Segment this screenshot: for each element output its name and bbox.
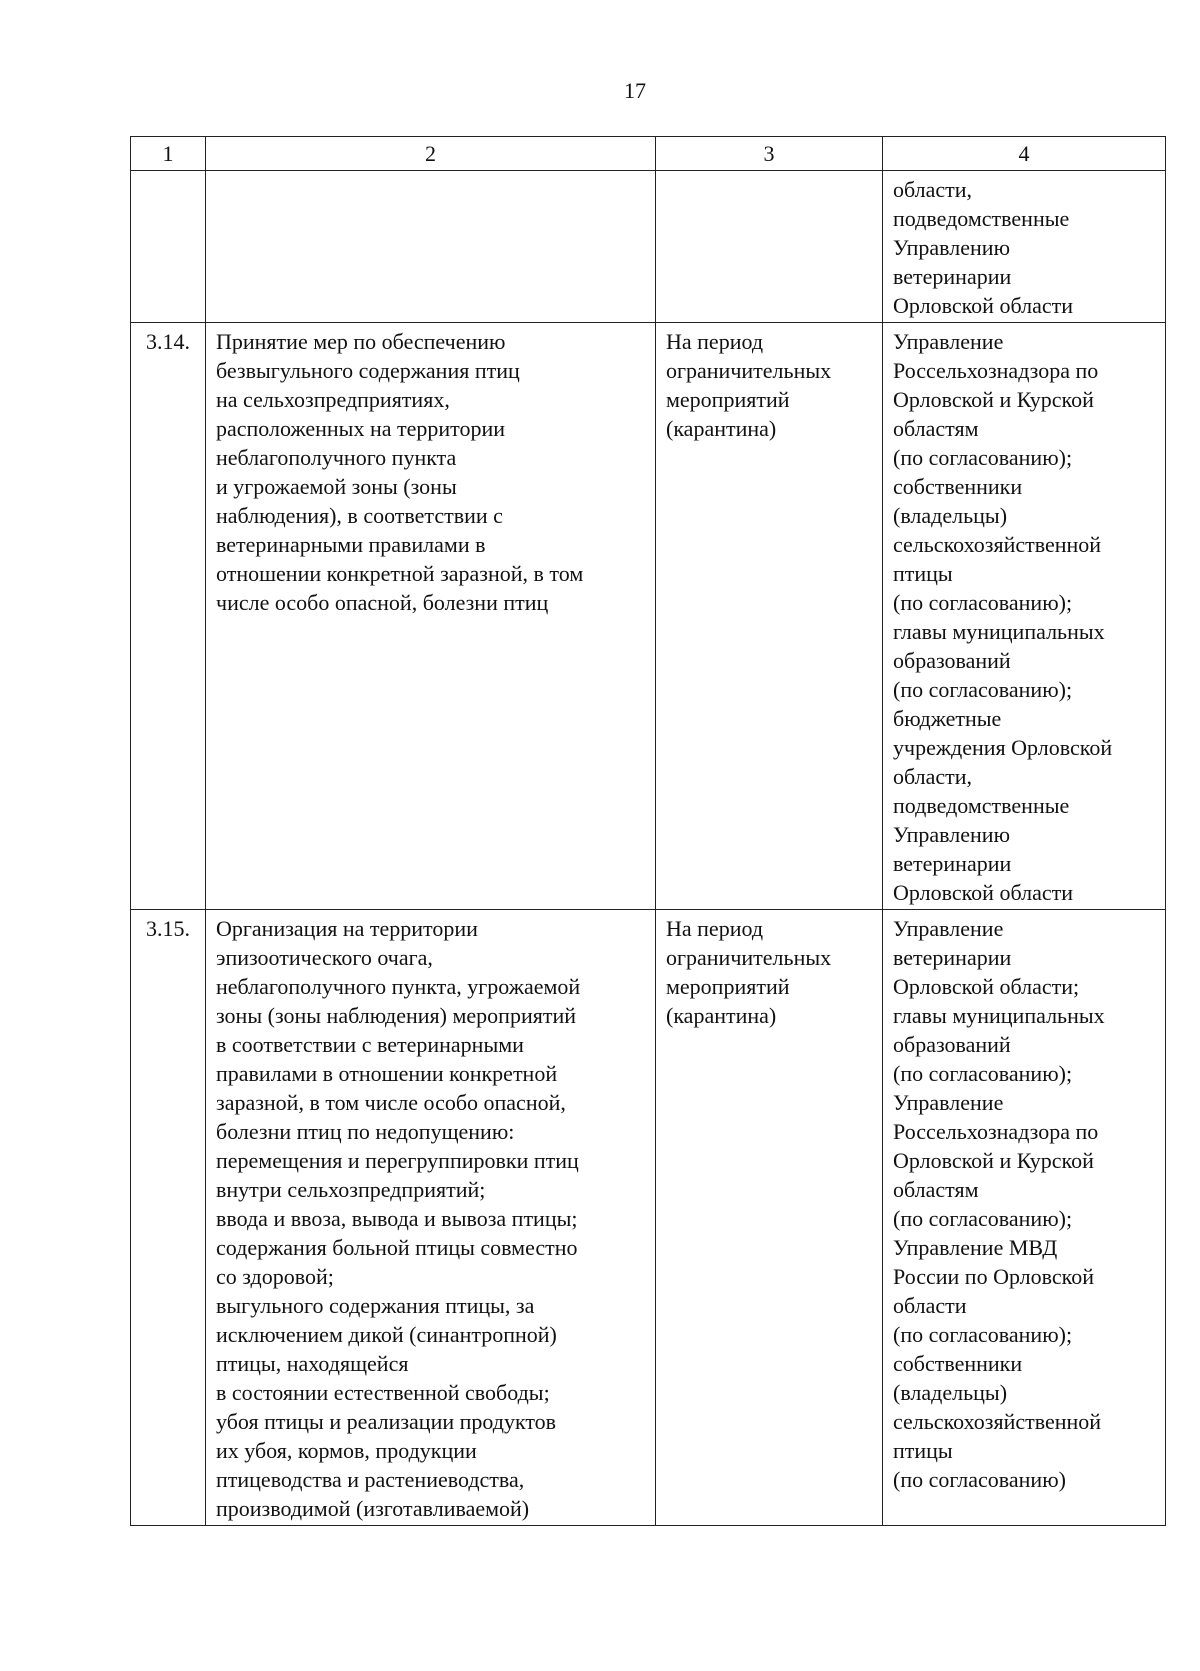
period-line: (карантина) <box>666 1003 777 1028</box>
measure-line: эпизоотического очага, <box>216 945 433 970</box>
executors-line: ветеринарии <box>893 851 1012 876</box>
period-line: На период <box>666 329 764 354</box>
page-number: 17 <box>624 78 646 103</box>
executors-line: Управление МВД <box>893 1235 1058 1260</box>
header-row <box>131 137 1166 171</box>
executors-line: Орловской и Курской <box>893 1148 1094 1173</box>
cell-period <box>656 171 883 323</box>
period-line: (карантина) <box>666 416 777 441</box>
measure-line: заразной, в том числе особо опасной, <box>216 1090 566 1115</box>
executors-line: (по согласованию); <box>893 1061 1073 1086</box>
executors-line: России по Орловской <box>893 1264 1095 1289</box>
measure-line: ввода и ввоза, вывода и вывоза птицы; <box>216 1206 578 1231</box>
measure-line: безвыгульного содержания птиц <box>216 358 520 383</box>
measure-line: со здоровой; <box>216 1264 334 1289</box>
executors-line: Управление <box>893 329 1004 354</box>
measure-line: правилами в отношении конкретной <box>216 1061 558 1086</box>
period-line: мероприятий <box>666 387 790 412</box>
table-row <box>131 171 1166 323</box>
row-number-cell <box>131 171 206 323</box>
executors-line: области <box>893 1293 967 1318</box>
cell-period <box>656 323 883 910</box>
cell-measure <box>206 910 656 1526</box>
measure-line: неблагополучного пункта, угрожаемой <box>216 974 581 999</box>
executors-line: (по согласованию); <box>893 590 1073 615</box>
executors-line: Управление <box>893 1090 1004 1115</box>
cell-executors <box>883 171 1166 323</box>
executors-line: Орловской области <box>893 293 1073 318</box>
executors-line: Россельхознадзора по <box>893 1119 1099 1144</box>
executors-line: (по согласованию); <box>893 677 1073 702</box>
measure-line: Принятие мер по обеспечению <box>216 329 506 354</box>
measure-line: в состоянии естественной свободы; <box>216 1380 550 1405</box>
measure-line: перемещения и перегруппировки птиц <box>216 1148 579 1173</box>
measure-line: ветеринарными правилами в <box>216 532 486 557</box>
measure-line: наблюдения), в соответствии с <box>216 503 503 528</box>
table-row <box>131 323 1166 910</box>
measure-line: в соответствии с ветеринарными <box>216 1032 524 1057</box>
executors-line: Орловской области; <box>893 974 1080 999</box>
cell-measure <box>206 171 656 323</box>
executors-line: (по согласованию) <box>893 1467 1066 1492</box>
measure-line: убоя птицы и реализации продуктов <box>216 1409 557 1434</box>
executors-line: (владельцы) <box>893 1380 1008 1405</box>
row-number-cell: 3.15. <box>131 910 206 1526</box>
executors-line: Управлению <box>893 822 1011 847</box>
executors-line: образований <box>893 1032 1011 1057</box>
executors-line: (по согласованию); <box>893 445 1073 470</box>
executors-line: ветеринарии <box>893 945 1012 970</box>
executors-line: областям <box>893 416 979 441</box>
executors-line: образований <box>893 648 1011 673</box>
measure-line: отношении конкретной заразной, в том <box>216 561 584 586</box>
measure-line: болезни птиц по недопущению: <box>216 1119 515 1144</box>
executors-line: собственники <box>893 474 1023 499</box>
header-col-3: 3 <box>656 137 883 171</box>
executors-line: Управлению <box>893 235 1011 260</box>
measure-line: содержания больной птицы совместно <box>216 1235 578 1260</box>
cell-executors <box>883 323 1166 910</box>
executors-line: сельскохозяйственной <box>893 1409 1102 1434</box>
table-row <box>131 910 1166 1526</box>
executors-line: подведомственные <box>893 793 1070 818</box>
measure-line: Организация на территории <box>216 916 478 941</box>
executors-line: птицы <box>893 561 953 586</box>
cell-period <box>656 910 883 1526</box>
executors-line: (владельцы) <box>893 503 1008 528</box>
executors-line: области, <box>893 764 973 789</box>
executors-line: Орловской и Курской <box>893 387 1094 412</box>
measure-line: и угрожаемой зоны (зоны <box>216 474 457 499</box>
measure-line: исключением дикой (синантропной) <box>216 1322 557 1347</box>
header-col-1: 1 <box>131 137 206 171</box>
measure-line: их убоя, кормов, продукции <box>216 1438 477 1463</box>
measures-table <box>130 136 1166 1526</box>
executors-line: подведомственные <box>893 206 1070 231</box>
executors-line: (по согласованию); <box>893 1206 1073 1231</box>
cell-measure <box>206 323 656 910</box>
executors-line: (по согласованию); <box>893 1322 1073 1347</box>
executors-line: области, <box>893 177 973 202</box>
row-number-cell: 3.14. <box>131 323 206 910</box>
executors-line: областям <box>893 1177 979 1202</box>
executors-line: сельскохозяйственной <box>893 532 1102 557</box>
measure-line: неблагополучного пункта <box>216 445 457 470</box>
executors-line: собственники <box>893 1351 1023 1376</box>
header-col-2: 2 <box>206 137 656 171</box>
header-col-4: 4 <box>883 137 1166 171</box>
period-line: мероприятий <box>666 974 790 999</box>
executors-line: бюджетные <box>893 706 1002 731</box>
measure-line: на сельхозпредприятиях, <box>216 387 450 412</box>
measure-line: расположенных на территории <box>216 416 506 441</box>
table-body <box>131 171 1166 1526</box>
period-line: ограничительных <box>666 358 832 383</box>
executors-line: главы муниципальных <box>893 619 1105 644</box>
executors-line: учреждения Орловской <box>893 735 1113 760</box>
measure-line: зоны (зоны наблюдения) мероприятий <box>216 1003 577 1028</box>
cell-executors <box>883 910 1166 1526</box>
period-line: На период <box>666 916 764 941</box>
measure-line: птицеводства и растениеводства, <box>216 1467 525 1492</box>
measure-line: числе особо опасной, болезни птиц <box>216 590 549 615</box>
period-line: ограничительных <box>666 945 832 970</box>
executors-line: Россельхознадзора по <box>893 358 1099 383</box>
executors-line: птицы <box>893 1438 953 1463</box>
measure-line: внутри сельхозпредприятий; <box>216 1177 486 1202</box>
measure-line: производимой (изготавливаемой) <box>216 1496 530 1521</box>
measure-line: выгульного содержания птицы, за <box>216 1293 535 1318</box>
executors-line: ветеринарии <box>893 264 1012 289</box>
executors-line: Орловской области <box>893 880 1073 905</box>
measure-line: птицы, находящейся <box>216 1351 409 1376</box>
executors-line: главы муниципальных <box>893 1003 1105 1028</box>
executors-line: Управление <box>893 916 1004 941</box>
